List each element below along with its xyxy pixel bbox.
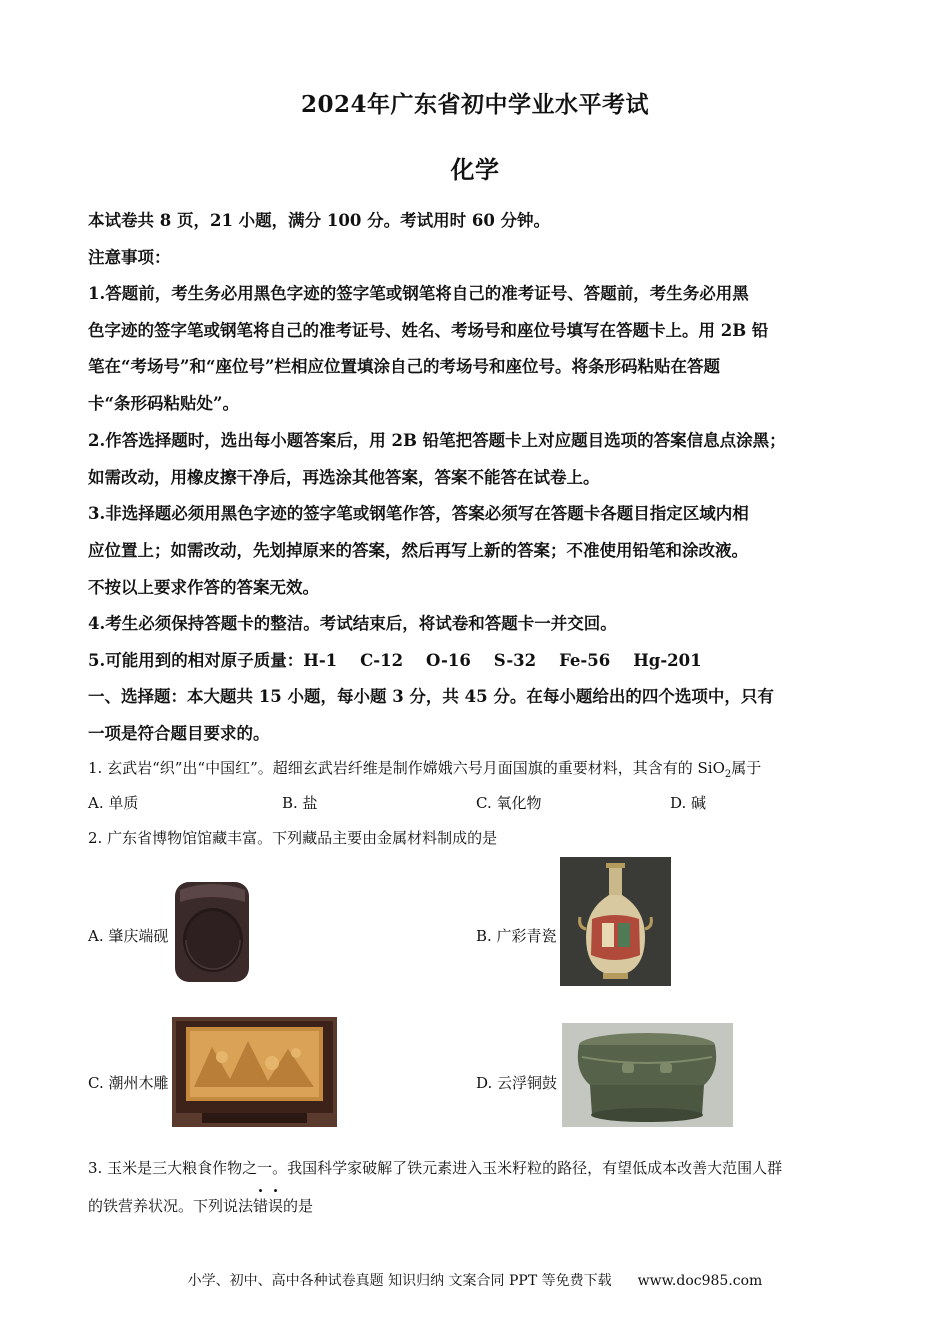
notice-line: 应位置上；如需改动，先划掉原来的答案，然后再写上新的答案；不准使用铅笔和涂改液。 [88,541,748,560]
question-3-tail: 的是 [283,1197,314,1215]
notice-line: 2.作答选择题时，选出每小题答案后，用 2B 铅笔把答题卡上对应题目选项的答案信息点涂黑； [88,431,786,450]
notice-heading: 注意事项： [88,248,171,267]
question-3: 3. 玉米是三大粮食作物之一。我国科学家破解了铁元素进入玉米籽粒的路径，有望低成本改善大范围人群 [88,1159,783,1177]
question-2: 2. 广东省博物馆馆藏丰富。下列藏品主要由金属材料制成的是 [88,829,498,847]
q1-option-a: A. 单质 [88,794,139,812]
subject-title: 化学 [450,155,500,184]
q1-option-c: C. 氧化物 [476,794,542,812]
q2-option-a: A. 肇庆端砚 [88,927,169,945]
question-3-text: 的铁营养状况。下列说法 [88,1197,254,1215]
question-3-line-2 [88,1195,313,1216]
exam-intro: 本试卷共 8 页，21 小题，满分 100 分。考试用时 60 分钟。 [88,211,551,230]
inkstone-image [172,878,253,986]
subscript-2: 2 [724,769,732,780]
notice-line: 笔在“考场号”和“座位号”栏相应位置填涂自己的考场号和座位号。将条形码粘贴在答题 [88,357,720,376]
notice-line: 卡“条形码粘贴处”。 [88,394,239,413]
question-1-text: 1. 玄武岩“织”出“中国红”。超细玄武岩纤维是制作嫦娥六号月面国旗的重要材料，其含有的 SiO [88,759,725,777]
notice-line: 4.考生必须保持答题卡的整洁。考试结束后，将试卷和答题卡一并交回。 [88,614,617,633]
notice-line: 1.答题前，考生务必用黑色字迹的签字笔或钢笔将自己的准考证号、答题前，考生务必用黑 [88,284,749,303]
notice-line: 5.可能用到的相对原子质量：H-1 C-12 O-16 S-32 Fe-56 Hg-201 [88,651,702,670]
notice-line: 3.非选择题必须用黑色字迹的签字笔或钢笔作答，答案必须写在答题卡各题目指定区域内相 [88,504,749,523]
question-1-tail: 属于 [731,759,762,777]
porcelain-vase-image [560,857,671,986]
emphasized-char: 错 [253,1197,269,1215]
emphasized-char: 误 [268,1197,284,1215]
bronze-drum-image [562,1023,733,1127]
q1-option-d: D. 碱 [670,794,707,812]
section-heading: 一、选择题：本大题共 15 小题，每小题 3 分，共 45 分。在每小题给出的四个选项中，只有 [88,687,774,706]
notice-line: 色字迹的签字笔或钢笔将自己的准考证号、姓名、考场号和座位号填写在答题卡上。用 2B 铅 [88,321,769,340]
q1-option-b: B. 盐 [282,794,318,812]
footer-url[interactable]: www.doc985.com [637,1273,763,1289]
q2-option-c: C. 潮州木雕 [88,1074,169,1092]
section-heading: 一项是符合题目要求的。 [88,724,270,743]
notice-line: 不按以上要求作答的答案无效。 [88,578,319,597]
q2-option-d: D. 云浮铜鼓 [476,1074,558,1092]
page-title: 2024年广东省初中学业水平考试 [300,91,649,118]
q2-option-b: B. 广彩青瓷 [476,927,557,945]
wood-carving-image [172,1017,337,1127]
footer [0,1270,950,1290]
question-1 [88,757,761,780]
notice-line: 如需改动，用橡皮擦干净后，再选涂其他答案，答案不能答在试卷上。 [88,468,600,487]
footer-text: 小学、初中、高中各种试卷真题 知识归纳 文案合同 PPT 等免费下载 [187,1273,612,1289]
